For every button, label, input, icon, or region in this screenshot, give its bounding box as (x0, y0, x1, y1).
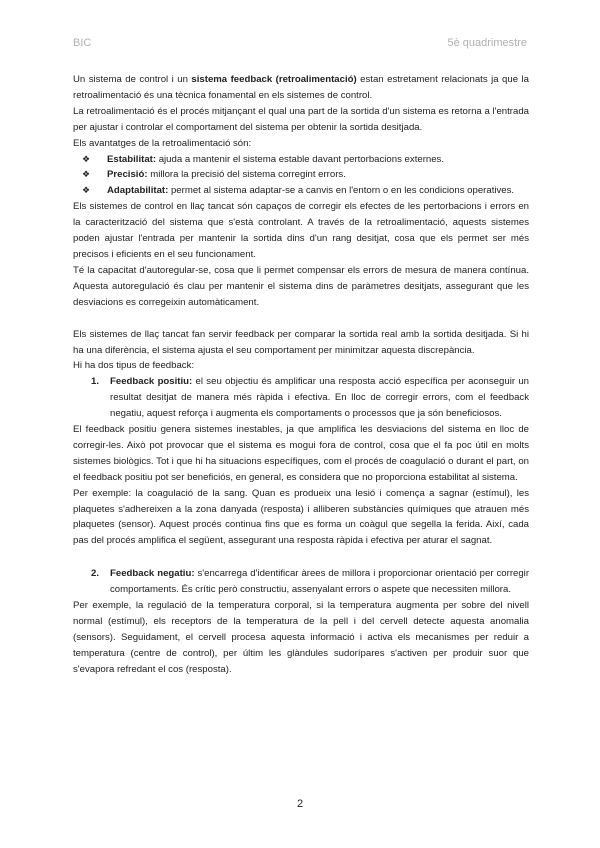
header-term-label: 5è quadrimestre (447, 37, 527, 49)
diamond-bullet-icon: ❖ (82, 153, 91, 164)
intro-paragraph: Un sistema de control i un sistema feedback (retroalimentació) estan estretament relacionats ja que la retroalimentació és una tècnica fonamental en els sistemes de control. (73, 74, 529, 101)
comparison-paragraph: Els sistemes de llaç tancat fan servir feedback per comparar la sortida real amb la sortida desitjada. Si hi ha una diferència, el sistema ajusta el seu comportament per minimitzar aquesta discrepància. (73, 328, 529, 356)
advantage-item-precision: ❖ Precisió: millora la precisió del sistema corregint errors. (73, 167, 529, 183)
self-regulation-paragraph: Té la capacitat d'autoregular-se, cosa que li permet compensar els errors de mesura de manera contínua. Aquesta autoregulació és clau per mantenir el sistema dins de paràmetres desitjats, assegurant que les desviacions es corregeixin automàticament. (73, 264, 529, 308)
feedback-types-heading: Hi ha dos tipus de feedback: (73, 360, 195, 372)
document-body (73, 72, 529, 678)
advantage-item-stability: ❖ Estabilitat: ajuda a mantenir el sistema estable davant pertorbacions externes. (73, 152, 529, 168)
list-number: 2. (91, 568, 100, 580)
positive-feedback-explanation: El feedback positiu genera sistemes inestables, ja que amplifica les desviacions del sistema en lloc de corregir-les. Això pot provocar que el sistema es mogui fora de control, cosa que el fa poc útil en molts sistemes biològics. Tot i que hi ha situacions específiques, com el procés de coagulació o durant el part, on el feedback positiu pot ser beneficiós, en general, es considera que no proporciona estabilitat al sistema. (73, 424, 529, 483)
closed-loop-paragraph: Els sistemes de control en llaç tancat són capaços de corregir els efectes de les pertorbacions i errors en la caracterització del sistema que s'està controlant. A través de la retroalimentació, aquests sistemes poden ajustar l'entrada per mantenir la sortida dins d'un rang desitjat, cosa que els permet ser més precisos i eficients en el seu funcionament. (73, 201, 529, 260)
intro-term: sistema feedback (retroalimentació) (191, 74, 357, 85)
diamond-bullet-icon: ❖ (82, 185, 91, 196)
negative-feedback-example: Per exemple, la regulació de la temperatura corporal, si la temperatura augmenta per sobre del nivell normal (estímul), els receptors de la temperatura de la pell i del cervell detecte aquesta anomalia (sensors). Seguidament, el cervell procesa aquesta informació i activa els mecanismes per reduir a temperatura (centre de control), per últim les glàndules sudorípares s'activen per produir suor que s'evapora refredant el cos (resposta). (73, 600, 529, 675)
negative-feedback-item: 2. Feedback negatiu: s'encarrega d'identificar àrees de millora i proporcionar orientació per corregir comportaments. És crític però constructiu, assenyalant errors o aspete que necessiten millora. (73, 566, 529, 598)
advantage-item-adaptability: ❖ Adaptabilitat: permet al sistema adaptar-se a canvis en l'entorn o en les condicions operatives. (73, 183, 529, 199)
header-course-label: BIC (73, 37, 92, 49)
positive-feedback-item: 1. Feedback positiu: el seu objectiu és amplificar una resposta acció específica per aconseguir un resultat desitjat de manera més ràpida i efectiva. En lloc de corregir errors, com el feedback negatiu, aquest reforça i augmenta els comportaments o processos que ja són beneficiosos. (73, 374, 529, 422)
page-number: 2 (296, 798, 304, 810)
diamond-bullet-icon: ❖ (82, 169, 91, 180)
definition-paragraph: La retroalimentació és el procés mitjançant el qual una part de la sortida d'un sistema es retorna a l'entrada per ajustar i controlar el comportament del sistema per obtenir la sortida desitjada. (73, 105, 529, 133)
advantages-heading: Els avantatges de la retroalimentació són: (73, 137, 252, 149)
positive-feedback-example: Per exemple: la coagulació de la sang. Quan es produeix una lesió i comença a sagnar (estímul), les plaquetes s'adhereixen a la zona danyada (resposta) i alliberen substàncies químiques que atrauen més plaquetes (sensor). Aquest procés continua fins que es forma un coàgul que segella la ferida. Així, cada pas del procés amplifica el següent, assegurant una resposta ràpida i efectiva per aturar el sagnat. (73, 487, 529, 547)
list-number: 1. (91, 376, 100, 388)
